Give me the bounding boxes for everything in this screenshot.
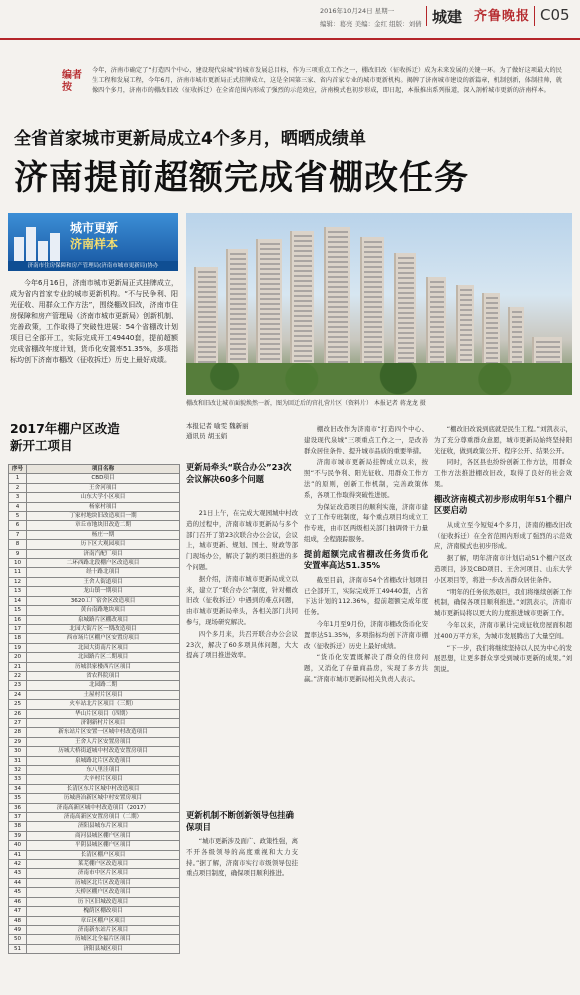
row-number: 47 [9, 907, 27, 916]
intro-paragraph [10, 278, 178, 367]
table-row [9, 559, 180, 568]
project-name: 新东站片区安置一区城中村改造项目 [27, 728, 180, 737]
project-name: 3620工厂宿舍区改造项目 [27, 596, 180, 605]
table-row [9, 822, 180, 831]
table-row [9, 530, 180, 539]
header-divider [534, 6, 535, 26]
intro-text: 今年6月16日，济南市城市更新局正式挂牌成立，成为省内首家专业的城市更新机构。“不与民争利、阳光征收、用群众工作方法”，围绕棚改旧改，济南市住房保障和房产管理局（济南市城市更新局）创新机制、完善政策，工作取得了突破性进展：54个省棚改计划项目已全部开工，实际完成开工49440套，提前超额完成省棚改年度计划，货币化安置率51.35%，多项指标均创下济南市棚改（征收拆迁）历史上最好成绩。 [10, 279, 178, 364]
project-name: 济南市中区片区项目 [27, 869, 180, 878]
table-row [9, 512, 180, 521]
row-number: 30 [9, 747, 27, 756]
project-name: 章丘区棚户区项目 [27, 916, 180, 925]
row-number: 45 [9, 888, 27, 897]
table-row [9, 549, 180, 558]
table-row [9, 784, 180, 793]
project-name: 济阳县城东片区项目 [27, 822, 180, 831]
row-number: 15 [9, 606, 27, 615]
table-row [9, 756, 180, 765]
row-number: 33 [9, 775, 27, 784]
building-icon [50, 233, 60, 261]
row-number: 41 [9, 850, 27, 859]
project-name: 长清区棚户区项目 [27, 850, 180, 859]
row-number: 36 [9, 803, 27, 812]
row-number: 32 [9, 766, 27, 775]
row-number: 48 [9, 916, 27, 925]
series-banner [8, 213, 178, 261]
byline [186, 421, 296, 441]
table-row [9, 718, 180, 727]
article-paragraph: 今年1月至9月份，济南市棚改货币化安置率达51.35%，多项指标均创下济南市棚改（征收拆迁）历史上最好成绩。 [304, 619, 428, 650]
row-number: 27 [9, 718, 27, 727]
row-number: 28 [9, 728, 27, 737]
table-row [9, 907, 180, 916]
table-row [9, 577, 180, 586]
project-name: 北园路二期 [27, 681, 180, 690]
table-row [9, 568, 180, 577]
header-divider [426, 6, 427, 26]
project-name: 北园大街片区一期改造项目 [27, 624, 180, 633]
row-number: 19 [9, 643, 27, 652]
table-row [9, 888, 180, 897]
project-name: 济阳县城区项目 [27, 944, 180, 953]
table-row [9, 737, 180, 746]
news-photo [186, 213, 572, 395]
project-name: 龙山镇一期项目 [27, 587, 180, 596]
project-name: 东八里洼项目 [27, 766, 180, 775]
row-number: 42 [9, 860, 27, 869]
row-number: 50 [9, 935, 27, 944]
banner-line2: 济南样本 [70, 237, 119, 251]
row-number: 24 [9, 690, 27, 699]
project-name: 泉城路北片区改造项目 [27, 756, 180, 765]
project-name: 王舍人街道项目 [27, 577, 180, 586]
row-number: 37 [9, 813, 27, 822]
table-row [9, 634, 180, 643]
row-number: 43 [9, 869, 27, 878]
article-subhead-3: 提前超额完成省棚改任务货币化安置率高达51.35% [304, 548, 428, 570]
row-number: 5 [9, 512, 27, 521]
article-paragraph: “货币化安置既解决了群众的住房问题，又消化了存量商品房，实现了多方共赢。”济南市城市更新局相关负责人表示。 [304, 653, 428, 683]
table-row [9, 596, 180, 605]
table-row [9, 766, 180, 775]
table-row [9, 841, 180, 850]
article-paragraph: 今年以来，济南市累计完成征收房屋面积超过400万平方米，为城市发展腾出了大量空间。 [434, 620, 572, 640]
project-name: 平阴县城区棚户区项目 [27, 841, 180, 850]
table-row [9, 624, 180, 633]
table-header-row [9, 465, 180, 474]
project-name: 二环西路北段棚户区改造项目 [27, 559, 180, 568]
table-row [9, 662, 180, 671]
table-row [9, 540, 180, 549]
project-name: 长清区东片区城中村改造项目 [27, 784, 180, 793]
article-paragraph: 从成立至今短短4个多月，济南的棚改旧改（征收拆迁）在全省范围内形成了强烈的示范效应，济南模式也初步形成。 [434, 520, 572, 551]
article-column-3 [434, 424, 572, 986]
row-number: 34 [9, 784, 27, 793]
table-title-line1: 2017年棚户区改造 [10, 421, 120, 436]
row-number: 9 [9, 549, 27, 558]
table-row [9, 869, 180, 878]
project-name: 土屋村片区项目 [27, 690, 180, 699]
page-number: C05 [540, 6, 570, 24]
table-row [9, 944, 180, 953]
project-name: 济南新东站片区项目 [27, 925, 180, 934]
row-number: 31 [9, 756, 27, 765]
article-column-1b [186, 836, 298, 986]
table-row [9, 681, 180, 690]
row-number: 1 [9, 474, 27, 483]
project-name: 黄台南路地块项目 [27, 606, 180, 615]
sub-headline: 全省首家城市更新局成立4个多月，晒晒成绩单 [14, 129, 366, 149]
table-row [9, 803, 180, 812]
banner-line1: 城市更新 [70, 221, 119, 235]
editor-line: 编辑：葛亮 美编：金红 组版：刘倩 [320, 20, 422, 28]
project-name: 西市场片区棚户区安置房项目 [27, 634, 180, 643]
project-name: 历城唐冶新区城中村安置房项目 [27, 794, 180, 803]
article-paragraph: 同时，各区县也纷纷创新工作方法，用群众工作方法推进棚改旧改，取得了良好的社会效果。 [434, 458, 572, 488]
row-number: 21 [9, 662, 27, 671]
article-paragraph: 据了解，明年济南市计划启动51个棚户区改造项目，涉及CBD项目、王舍河项目、山东大学小区项目等，将进一步改善群众居住条件。 [434, 554, 572, 584]
table-row [9, 728, 180, 737]
table-row [9, 690, 180, 699]
row-number: 22 [9, 671, 27, 680]
photo-caption: 棚改和旧改让城市面貌焕然一新，图为回迁后的官扎营片区（资料片） 本报记者 蒋龙龙 摄 [186, 400, 426, 407]
editor-note-tag: 编者按 [62, 70, 82, 93]
project-name: 济钢新村片区项目 [27, 718, 180, 727]
table-row [9, 709, 180, 718]
table-row [9, 615, 180, 624]
row-number: 6 [9, 521, 27, 530]
table-row [9, 831, 180, 840]
row-number: 14 [9, 596, 27, 605]
project-name: 经十路北项目 [27, 568, 180, 577]
project-name: 济南高新区安置房项目（二期） [27, 813, 180, 822]
table-row [9, 606, 180, 615]
row-number: 18 [9, 634, 27, 643]
project-name: 火车站北片区项目（三期） [27, 700, 180, 709]
article-paragraph: 为保证改造项目的顺利实施，济南市建立了工作专班制度，每个重点项目均成立工作专班，由市区两级相关部门抽调骨干力量组成，全程跟踪服务。 [304, 502, 428, 543]
project-name: 大辛村片区项目 [27, 775, 180, 784]
project-name: 历城大桥街道城中村改造安置房项目 [27, 747, 180, 756]
headline: 济南提前超额完成省棚改任务 [14, 158, 469, 198]
row-number: 38 [9, 822, 27, 831]
project-name: 杨庄一期 [27, 530, 180, 539]
table-row [9, 860, 180, 869]
row-number: 25 [9, 700, 27, 709]
section-name: 城建 [432, 8, 463, 26]
project-name: 历城区北全福片区项目 [27, 935, 180, 944]
date-line: 2016年10月24日 星期一 [320, 7, 395, 15]
row-number: 7 [9, 530, 27, 539]
project-name: 济南高新区城中村改造项目（2017） [27, 803, 180, 812]
project-name: 杨家村项目 [27, 502, 180, 511]
col-no-header: 序号 [9, 465, 27, 474]
building-shape [226, 249, 248, 377]
table-row [9, 483, 180, 492]
row-number: 13 [9, 587, 27, 596]
row-number: 46 [9, 897, 27, 906]
project-name: 历下区大观园项目 [27, 540, 180, 549]
row-number: 12 [9, 577, 27, 586]
project-name: 槐荫区棚改项目 [27, 907, 180, 916]
row-number: 51 [9, 944, 27, 953]
project-name: CBD项目 [27, 474, 180, 483]
row-number: 11 [9, 568, 27, 577]
editor-note-text: 今年，济南市确定了“打造四个中心，建设现代泉城”的城市发展总目标，作为三项重点工作之一，棚改旧改（征收拆迁）成为未来发展的关键一环。为了做好这项最大的民生工程和发展工程，今年6月，济南市城市更新局正式挂牌成立，这是全国第三家、省内首家专业的城市更新机构。揭牌了济南城市建设的新篇章，机制创新，体制挂帅，就像四个多月，济南市的棚改旧改（征收拆迁）在全省范围内形成了强烈的示范效应，济南模式也初步形成，即日起，本报推出系列报道，深入剖析城市更新的济南样本。 [92, 67, 562, 94]
project-name: 泉城路片区棚改项目 [27, 615, 180, 624]
table-row [9, 747, 180, 756]
article-paragraph: 棚改旧改作为济南市“打造四个中心、建设现代泉城”三项重点工作之一，是改善群众居住条件、提升城市品质的重要举措。 [304, 425, 428, 455]
article-paragraph: “棚改旧改说到底就是民生工程。”刘凯表示，为了充分尊重群众意愿，城市更新局始终坚持阳光征收，做到政策公开、程序公开、结果公开。 [434, 425, 572, 455]
building-shape [394, 253, 416, 377]
table-row [9, 794, 180, 803]
table-row [9, 935, 180, 944]
table-row [9, 493, 180, 502]
article-paragraph: 据介绍，济南市城市更新局成立以来，建立了“联合办公”制度，针对棚改旧改（征收拆迁）中遇到的难点问题，由市城市更新局牵头，各相关部门共同参与，现场研究解决。 [186, 574, 298, 626]
row-number: 39 [9, 831, 27, 840]
table-row [9, 643, 180, 652]
project-name: 商河县城区棚户区项目 [27, 831, 180, 840]
building-shape [290, 231, 314, 377]
table-row [9, 700, 180, 709]
project-name: 山东大学小区项目 [27, 493, 180, 502]
row-number: 2 [9, 483, 27, 492]
article-subhead-2: 更新机制不断创新领导包挂确保项目 [186, 810, 298, 833]
building-icon [14, 237, 24, 261]
row-number: 4 [9, 502, 27, 511]
building-shape [360, 237, 384, 377]
project-name: 历城洪家楼西片区项目 [27, 662, 180, 671]
project-name: 北园路片区二期项目 [27, 653, 180, 662]
building-shape [426, 277, 446, 377]
article-paragraph: 济南市城市更新局挂牌成立以来，按照“不与民争利、阳光征收、用群众工作方法”的原则，创新工作机制，完善政策体系，各项工作取得突破性进展。 [304, 458, 428, 499]
project-table-body [9, 474, 180, 954]
project-name: 北园大街南片区项目 [27, 643, 180, 652]
project-table [8, 464, 180, 954]
table-row [9, 878, 180, 887]
col-name-header: 项目名称 [27, 465, 180, 474]
row-number: 29 [9, 737, 27, 746]
building-shape [256, 239, 282, 377]
project-name: 历城区北片区改造项目 [27, 878, 180, 887]
table-row [9, 775, 180, 784]
table-row [9, 850, 180, 859]
table-row [9, 925, 180, 934]
article-paragraph: “城市更新涉及面广、政策性强，离不开各级领导的高度重视和大力支持。”据了解，济南市实行市级领导包挂重点项目制度，确保项目顺利推进。 [186, 837, 298, 878]
row-number: 20 [9, 653, 27, 662]
table-row [9, 474, 180, 483]
banner-caption: 济南市住房保障和房产管理局(济南市城市更新局)协办 [8, 261, 178, 271]
article-column-2 [304, 424, 428, 986]
building-shape [194, 267, 218, 377]
row-number: 17 [9, 624, 27, 633]
article-paragraph: 截至目前，济南市54个省棚改计划项目已全部开工，实际完成开工49440套，占省下达计划的112.36%，提前超额完成年度任务。 [304, 575, 428, 617]
project-name: 丁家村地块旧改造项目一期 [27, 512, 180, 521]
table-row [9, 897, 180, 906]
table-row [9, 671, 180, 680]
project-name: 王舍河项目 [27, 483, 180, 492]
row-number: 35 [9, 794, 27, 803]
byline-correspondent: 通讯员 胡玉娟 [186, 432, 228, 440]
article-paragraph: 21日上午，在完成大观园城中村改造的过程中，济南市城市更新局与多个部门召开了第23次联合办公会议，会议上，城市更新、规划、国土、财政等部门现场办公，解决了制约项目推进的多个问题。 [186, 509, 298, 571]
project-name: 历下区旧城改造项目 [27, 897, 180, 906]
row-number: 40 [9, 841, 27, 850]
building-shape [324, 227, 350, 377]
project-name: 济南汽配厂项目 [27, 549, 180, 558]
row-number: 26 [9, 709, 27, 718]
project-name: 华山片区项目（四期） [27, 709, 180, 718]
table-title-line2: 新开工项目 [10, 438, 73, 453]
row-number: 44 [9, 878, 27, 887]
table-row [9, 916, 180, 925]
row-number: 3 [9, 493, 27, 502]
page-header [0, 0, 580, 40]
tree-line [186, 363, 572, 395]
table-row [9, 653, 180, 662]
project-name: 天桥区棚户区改造项目 [27, 888, 180, 897]
article-subhead-4: 棚改济南模式初步形成明年51个棚户区要启动 [434, 493, 572, 515]
building-icon [38, 241, 48, 261]
table-row [9, 813, 180, 822]
project-name: 章丘市地块旧改造二期 [27, 521, 180, 530]
project-name: 省农科院项目 [27, 671, 180, 680]
building-icon [26, 227, 36, 261]
project-name: 王舍人片区安置房项目 [27, 737, 180, 746]
table-row [9, 587, 180, 596]
row-number: 23 [9, 681, 27, 690]
article-paragraph: “明年的任务依然艰巨，我们将继续创新工作机制，确保各项目顺利推进。”刘凯表示，济南市城市更新局将以更大的力度推进城市更新工作。 [434, 587, 572, 618]
table-row [9, 521, 180, 530]
article-paragraph: 四个多月来，共召开联合办公会议23次，解决了60多项具体问题，大大提高了项目推进效率。 [186, 629, 298, 660]
table-title [10, 420, 180, 454]
table-row [9, 502, 180, 511]
row-number: 49 [9, 925, 27, 934]
row-number: 16 [9, 615, 27, 624]
article-subhead-1: 更新局牵头“联合办公”23次会议解决60多个问题 [186, 462, 292, 484]
brand-logo: 齐鲁晚报 [474, 9, 531, 24]
row-number: 10 [9, 559, 27, 568]
article-paragraph: “下一步，我们将继续坚持以人民为中心的发展思想，让更多群众享受到城市更新的成果。”刘凯说。 [434, 643, 572, 674]
row-number: 8 [9, 540, 27, 549]
byline-reporters: 本报记者 喻雯 魏新丽 [186, 422, 249, 430]
project-name: 莱芜棚户区改造项目 [27, 860, 180, 869]
